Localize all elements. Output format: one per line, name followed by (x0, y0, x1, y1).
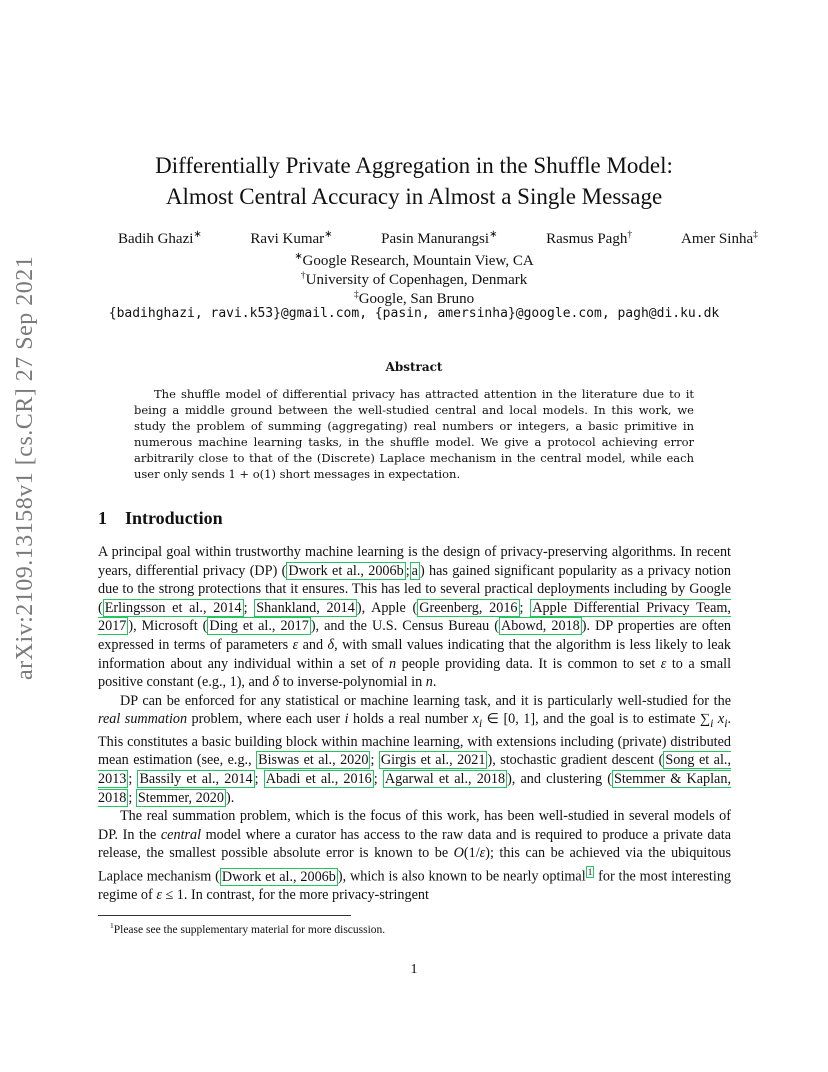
arxiv-side-stamp: arXiv:2109.13158v1 [cs.CR] 27 Sep 2021 (12, 255, 38, 680)
author: Pasin Manurangsi∗ (381, 229, 498, 247)
abstract-text: The shuffle model of differential privacy has attracted attention in the literature due to it being a middle ground between the well-studied central and local models. In this work, we study the problem of summing (aggregating) real numbers or integers, a basic primitive in numerous machine learning tasks, in the shuffle model. We give a protocol achieving error arbitrarily close to that of the (Discrete) Laplace mechanism in the central model, while each user only sends 1 + o(1) short messages in expectation. (134, 387, 694, 481)
introduction-body (98, 543, 731, 905)
paper-title-line-2: Almost Central Accuracy in Almost a Single Message (165, 184, 663, 209)
author-emails: {badihghazi, ravi.k53}@gmail.com, {pasin, amersinha}@google.com, pagh@di.ku.dk (108, 306, 720, 321)
paragraph: A principal goal within trustworthy machine learning is the design of privacy-preserving algorithms. In recent years, differential privacy (DP) ( Dwork et al., 2006b ; a ) has gained significant popularity as a privacy notion due to the strong protections that it ensures. This has led to several practical deployments including by Google ( Erlingsson et al., 2014 ; Shankland, 2014 ), Apple ( Greenberg, 2016 ; Apple Differential Privacy Team, 2017 ), Microsoft ( Ding et al., 2017 ), and the U.S. Census Bureau ( Abowd, 2018 ). DP properties are often expressed in terms of parameters ε and δ, with small values indicating that the algorithm is less likely to leak information about any individual within a set of n people providing data. It is common to set ε to a small positive constant (e.g., 1), and δ to inverse-polynomial in n. (98, 544, 732, 691)
footnote-rule (98, 915, 351, 916)
footnote: $^1$Please see the supplementary material for more discussion. (110, 921, 386, 936)
section-heading: 1 Introduction (98, 508, 223, 528)
abstract-heading: Abstract (385, 360, 443, 374)
page-number: 1 (410, 962, 418, 977)
affiliation: ∗Google Research, Mountain View, CA (294, 251, 534, 269)
paper-title-line-1: Differentially Private Aggregation in the Shuffle Model: (155, 153, 673, 178)
affiliation: †University of Copenhagen, Denmark (300, 270, 528, 288)
affiliation: ‡Google, San Bruno (353, 289, 475, 307)
author: Rasmus Pagh† (546, 229, 633, 247)
author: Badih Ghazi∗ (118, 229, 202, 247)
author: Amer Sinha‡ (681, 229, 758, 247)
author: Ravi Kumar∗ (250, 229, 333, 247)
paragraph: The real summation problem, which is the focus of this work, has been well-studied in several models of DP. In the central model where a curator has access to the raw data and is required to produce a private data release, the smallest possible absolute error is known to be O(1/ε); this can be achieved via the ubiquitous Laplace mechanism ( Dwork et al., 2006b ), which is also known to be nearly optimal $^1$ for the most interesting regime of ε ≤ 1. In contrast, for the more privacy-stringent (98, 808, 732, 904)
author-list (118, 229, 758, 248)
paragraph: DP can be enforced for any statistical or machine learning task, and it is particularly well-studied for the real summation problem, where each user i holds a real number $x_i$ ∈ [0, 1], and the goal is to estimate $\sum_i$ $x_i$. This constitutes a basic building block within machine learning, with extensions including (private) distributed mean estimation (see, e.g., Biswas et al., 2020 ; Girgis et al., 2021 ), stochastic gradient descent ( Song et al., 2013 ; Bassily et al., 2014 ; Abadi et al., 2016 ; Agarwal et al., 2018 ), and clustering ( Stemmer & Kaplan, 2018 ; Stemmer, 2020 ). (98, 692, 732, 806)
